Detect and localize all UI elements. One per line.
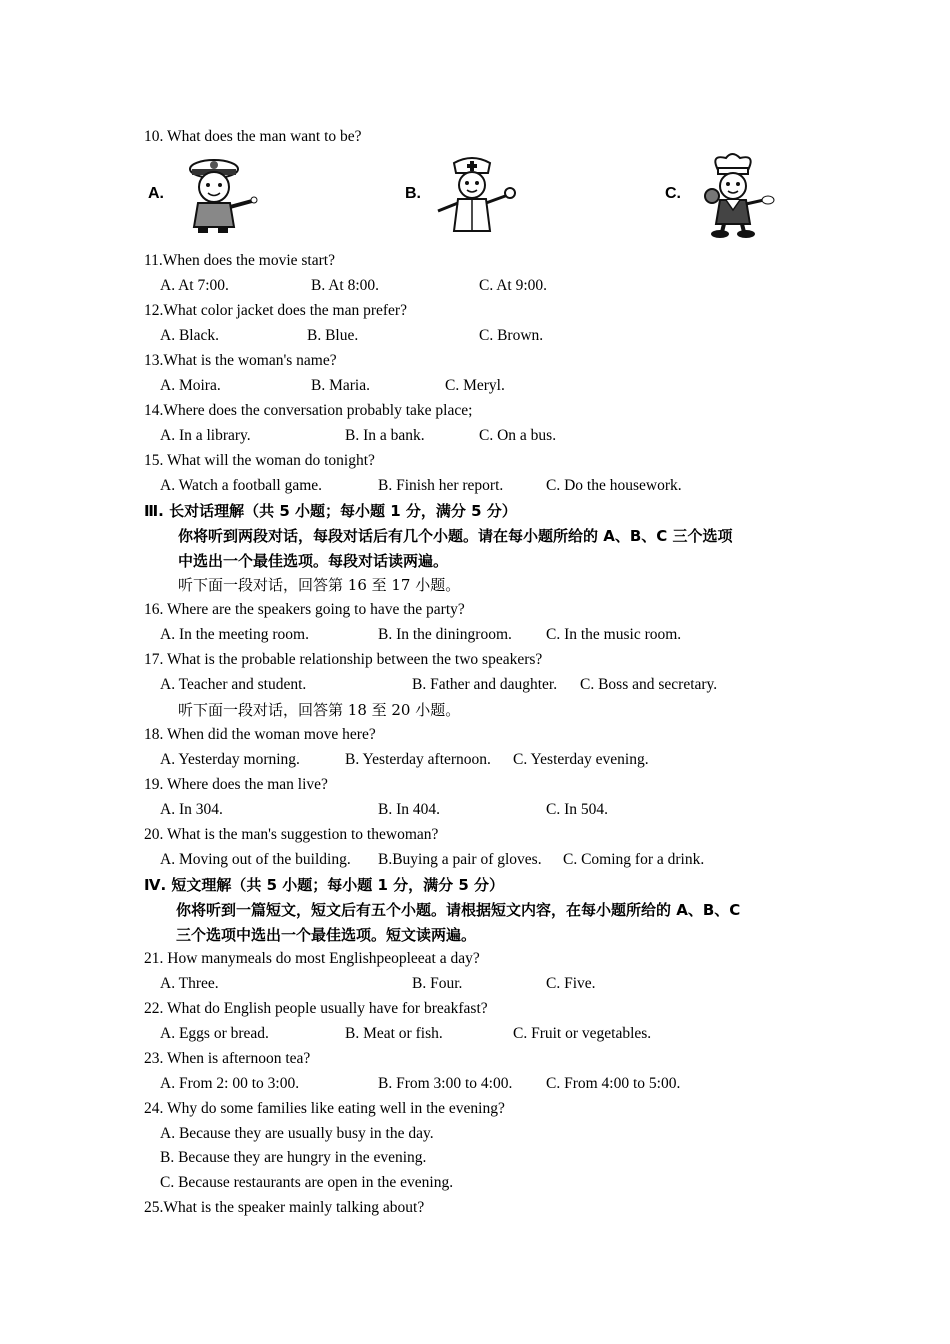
q15-option-a: A. Watch a football game. <box>160 477 323 494</box>
doctor-picture <box>430 155 522 235</box>
section-3-subinstruction-1: 听下面一段对话，回答第 16 至 17 小题。 <box>178 576 461 594</box>
policeman-picture <box>172 155 264 235</box>
q16-option-b: B. In the diningroom. <box>378 626 512 643</box>
question-16: 16. Where are the speakers going to have the party? <box>144 601 465 618</box>
section-4-instruction-1: 你将听到一篇短文，短文后有五个小题。请根据短文内容，在每小题所给的 A、B、C <box>176 901 741 919</box>
q19-option-c: C. In 504. <box>546 801 608 818</box>
q14-option-a: A. In a library. <box>160 427 251 444</box>
question-15: 15. What will the woman do tonight? <box>144 452 375 469</box>
q24-option-c: C. Because restaurants are open in the evening. <box>160 1174 454 1191</box>
q22-option-b: B. Meat or fish. <box>345 1025 443 1042</box>
q19-option-b: B. In 404. <box>378 801 440 818</box>
q13-option-c: C. Meryl. <box>445 377 505 394</box>
q17-option-b: B. Father and daughter. <box>412 676 558 693</box>
question-20: 20. What is the man's suggestion to thewoman? <box>144 826 439 843</box>
question-10: 10. What does the man want to be? <box>144 128 362 145</box>
question-18: 18. When did the woman move here? <box>144 726 376 743</box>
q12-option-a: A. Black. <box>160 327 219 344</box>
q24-option-b: B. Because they are hungry in the evening. <box>160 1149 427 1166</box>
q13-option-a: A. Moira. <box>160 377 221 394</box>
q15-option-b: B. Finish her report. <box>378 477 504 494</box>
q11-option-c: C. At 9:00. <box>479 277 548 294</box>
question-19: 19. Where does the man live? <box>144 776 328 793</box>
question-25: 25.What is the speaker mainly talking about? <box>144 1199 425 1216</box>
q23-option-c: C. From 4:00 to 5:00. <box>546 1075 681 1092</box>
section-4-instruction-2: 三个选项中选出一个最佳选项。短文读两遍。 <box>176 926 477 944</box>
q10-label-b: B. <box>405 185 421 202</box>
question-13: 13.What is the woman's name? <box>144 352 337 369</box>
q11-option-b: B. At 8:00. <box>311 277 380 294</box>
q18-option-c: C. Yesterday evening. <box>513 751 649 768</box>
q17-option-c: C. Boss and secretary. <box>580 676 718 693</box>
q23-option-b: B. From 3:00 to 4:00. <box>378 1075 513 1092</box>
q15-option-c: C. Do the housework. <box>546 477 682 494</box>
section-4-heading: Ⅳ. 短文理解（共 5 小题；每小题 1 分，满分 5 分） <box>144 876 505 894</box>
question-14: 14.Where does the conversation probably take place; <box>144 402 473 419</box>
q21-option-c: C. Five. <box>546 975 596 992</box>
question-22: 22. What do English people usually have for breakfast? <box>144 1000 488 1017</box>
q21-option-a: A. Three. <box>160 975 219 992</box>
q14-option-c: C. On a bus. <box>479 427 557 444</box>
q19-option-a: A. In 304. <box>160 801 223 818</box>
q22-option-c: C. Fruit or vegetables. <box>513 1025 652 1042</box>
q18-option-a: A. Yesterday morning. <box>160 751 300 768</box>
q12-option-b: B. Blue. <box>307 327 359 344</box>
q10-label-c: C. <box>665 185 681 202</box>
q21-option-b: B. Four. <box>412 975 463 992</box>
q24-option-a: A. Because they are usually busy in the day. <box>160 1125 434 1142</box>
q20-option-a: A. Moving out of the building. <box>160 851 351 868</box>
cook-picture <box>690 150 782 240</box>
question-21: 21. How manymeals do most Englishpeopleeat a day? <box>144 950 480 967</box>
question-23: 23. When is afternoon tea? <box>144 1050 311 1067</box>
q20-option-b: B.Buying a pair of gloves. <box>378 851 542 868</box>
q11-option-a: A. At 7:00. <box>160 277 229 294</box>
q20-option-c: C. Coming for a drink. <box>563 851 705 868</box>
q12-option-c: C. Brown. <box>479 327 544 344</box>
section-3-heading: Ⅲ. 长对话理解（共 5 小题；每小题 1 分，满分 5 分） <box>144 502 517 520</box>
q17-option-a: A. Teacher and student. <box>160 676 307 693</box>
q16-option-a: A. In the meeting room. <box>160 626 309 643</box>
section-3-instruction-2: 中选出一个最佳选项。每段对话读两遍。 <box>178 552 449 570</box>
q14-option-b: B. In a bank. <box>345 427 425 444</box>
q13-option-b: B. Maria. <box>311 377 370 394</box>
q10-label-a: A. <box>148 185 164 202</box>
q23-option-a: A. From 2: 00 to 3:00. <box>160 1075 300 1092</box>
question-24: 24. Why do some families like eating well in the evening? <box>144 1100 505 1117</box>
question-12: 12.What color jacket does the man prefer? <box>144 302 407 319</box>
question-17: 17. What is the probable relationship between the two speakers? <box>144 651 543 668</box>
q18-option-b: B. Yesterday afternoon. <box>345 751 491 768</box>
q22-option-a: A. Eggs or bread. <box>160 1025 269 1042</box>
section-3-subinstruction-2: 听下面一段对话，回答第 18 至 20 小题。 <box>178 701 461 719</box>
question-11: 11.When does the movie start? <box>144 252 335 269</box>
q16-option-c: C. In the music room. <box>546 626 682 643</box>
section-3-instruction-1: 你将听到两段对话，每段对话后有几个小题。请在每小题所给的 A、B、C 三个选项 <box>178 527 733 545</box>
